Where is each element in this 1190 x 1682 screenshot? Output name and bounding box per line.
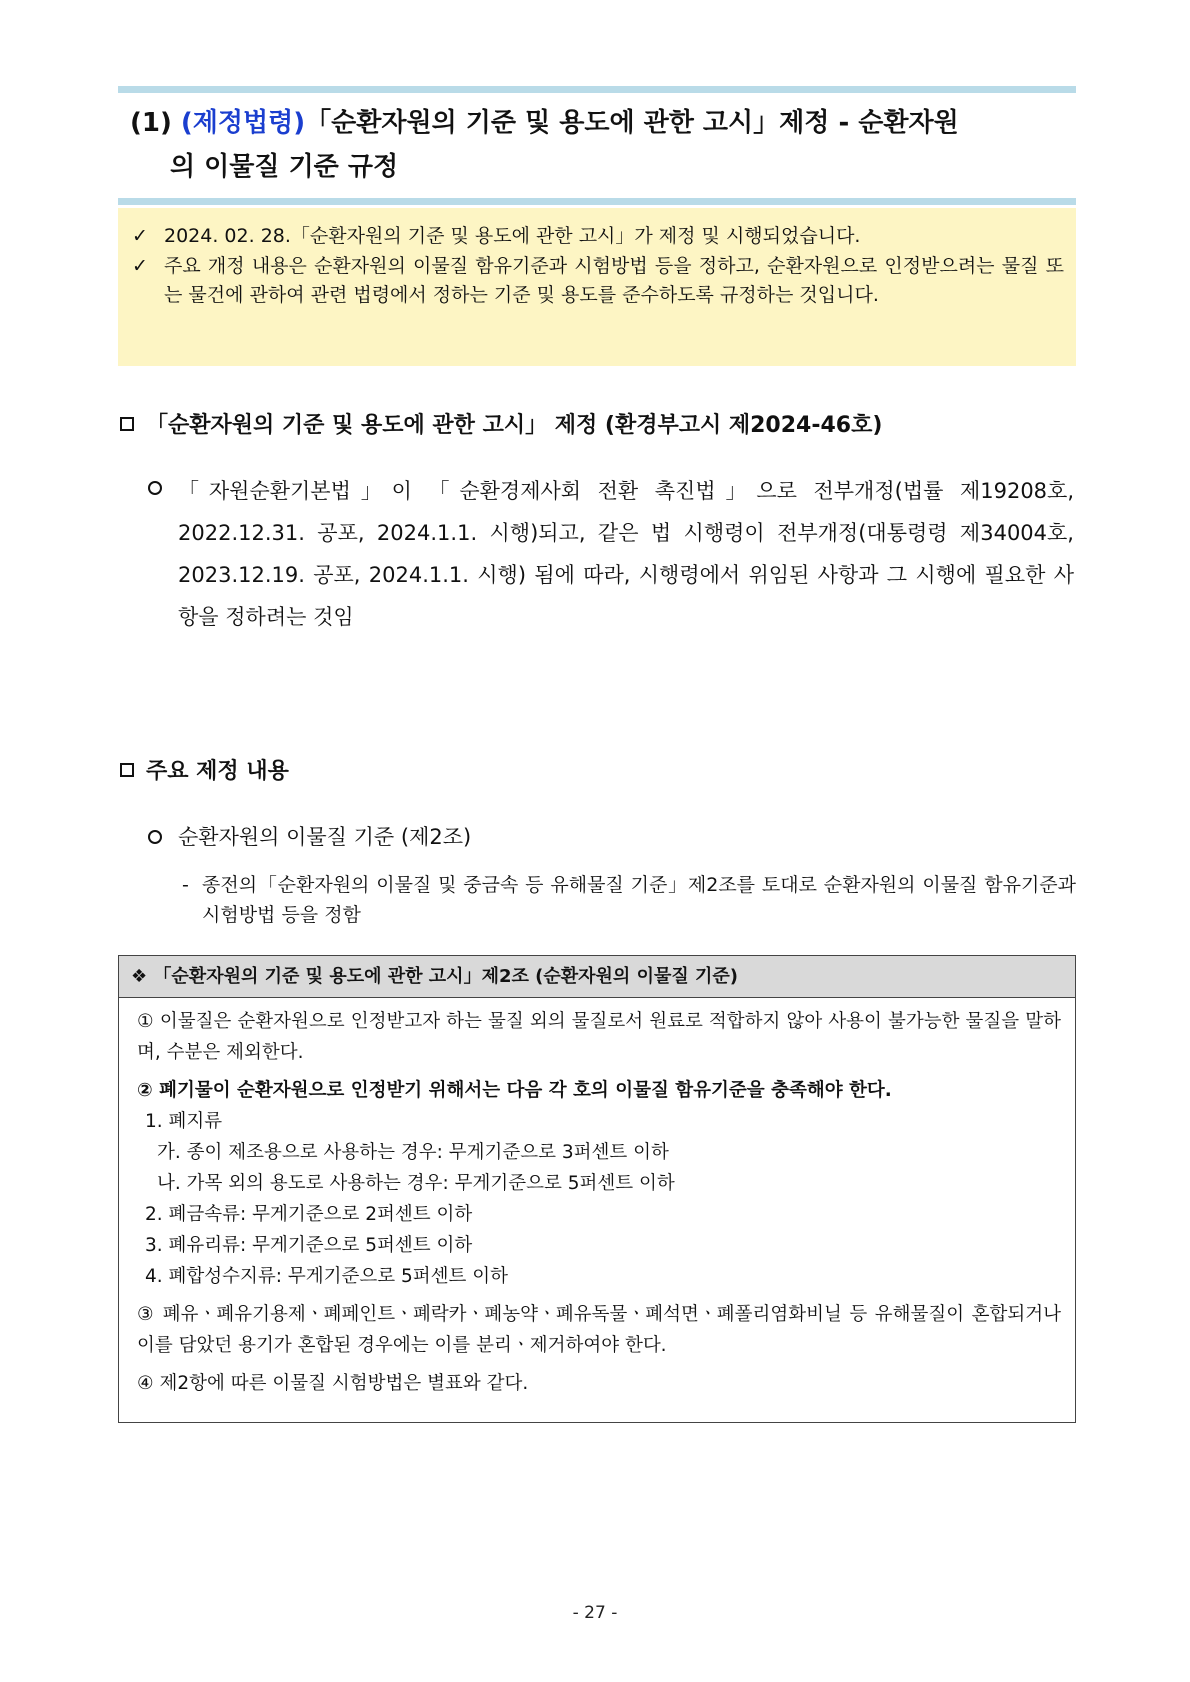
circle-item-foreign-matter	[148, 819, 471, 855]
law-box-header	[119, 956, 1075, 998]
section-title: 「순환자원의 기준 및 용도에 관한 고시」 제정 (환경부고시 제2024-46호)	[146, 413, 883, 438]
law-sublist-item: 가. 종이 제조용으로 사용하는 경우: 무게기준으로 3퍼센트 이하	[157, 1142, 669, 1163]
title-tag: (제정법령)	[180, 108, 306, 138]
section-title: 주요 제정 내용	[146, 759, 289, 784]
section-heading-enactment	[120, 408, 882, 439]
title-bottom-bar	[118, 198, 1076, 205]
law-sublist-item: 나. 가목 외의 용도로 사용하는 경우: 무게기준으로 5퍼센트 이하	[157, 1173, 675, 1194]
law-paragraph-3: ③ 폐유ㆍ폐유기용제ㆍ폐페인트ㆍ폐락카ㆍ폐농약ㆍ폐유독물ㆍ폐석면ㆍ폐폴리염화비닐 등 유해물질이 혼합되거나 이를 담았던 용기가 혼합된 경우에는 이를 분리ㆍ제거하여야 한다.	[137, 1304, 1061, 1356]
square-bullet-icon	[120, 417, 134, 431]
law-paragraph-2: ② 폐기물이 순환자원으로 인정받기 위해서는 다음 각 호의 이물질 함유기준을 충족해야 한다.	[137, 1080, 892, 1101]
law-paragraph-1: ① 이물질은 순환자원으로 인정받고자 하는 물질 외의 물질로서 원료로 적합하지 않아 사용이 불가능한 물질을 말하며, 수분은 제외한다.	[137, 1011, 1061, 1063]
dash-item	[182, 870, 1076, 930]
law-box-title: 「순환자원의 기준 및 용도에 관한 고시」제2조 (순환자원의 이물질 기준)	[153, 966, 739, 987]
summary-box	[118, 208, 1076, 366]
law-list-item: 1. 폐지류	[145, 1111, 223, 1132]
circle-bullet-icon	[148, 830, 162, 844]
law-excerpt-box	[118, 955, 1076, 1423]
summary-item	[132, 252, 1064, 310]
section-heading-main-content	[120, 754, 289, 785]
square-bullet-icon	[120, 763, 134, 777]
title-top-bar	[118, 86, 1076, 93]
law-list-item: 2. 폐금속류: 무게기준으로 2퍼센트 이하	[145, 1204, 473, 1225]
summary-item	[132, 222, 1064, 251]
page-title	[118, 93, 1076, 198]
page-number: - 27 -	[572, 1603, 618, 1623]
dash-bullet: -	[182, 874, 189, 896]
title-number: (1)	[130, 108, 172, 138]
title-line1: 「순환자원의 기준 및 용도에 관한 고시」제정 - 순환자원	[305, 108, 959, 138]
check-icon: ✓	[132, 255, 148, 277]
law-list-item: 4. 폐합성수지류: 무게기준으로 5퍼센트 이하	[145, 1266, 508, 1287]
circle-bullet-icon	[148, 481, 162, 495]
title-block	[118, 86, 1076, 205]
dash-item-text: 종전의「순환자원의 이물질 및 중금속 등 유해물질 기준」제2조를 토대로 순환자원의 이물질 함유기준과 시험방법 등을 정함	[202, 874, 1076, 926]
summary-text: 2024. 02. 28.「순환자원의 기준 및 용도에 관한 고시」가 제정 및 시행되었습니다.	[164, 225, 861, 247]
circle-item-text: 「자원순환기본법」이 「순환경제사회 전환 촉진법」으로 전부개정(법률 제19208호, 2022.12.31. 공포, 2024.1.1. 시행)되고, 같은 법 시행령이 전부개정(대통령령 제34004호, 2023.12.19. 공포, 2024.1.1. 시행) 됨에 따라, 시행령에서 위임된 사항과 그 시행에 필요한 사항을 정하려는 것임	[178, 479, 1074, 629]
law-list-item: 3. 폐유리류: 무게기준으로 5퍼센트 이하	[145, 1235, 473, 1256]
circle-item-background	[148, 470, 1078, 638]
title-line2: 의 이물질 기준 규정	[170, 152, 399, 182]
circle-item-text: 순환자원의 이물질 기준 (제2조)	[178, 825, 472, 849]
summary-text: 주요 개정 내용은 순환자원의 이물질 함유기준과 시험방법 등을 정하고, 순환자원으로 인정받으려는 물질 또는 물건에 관하여 관련 법령에서 정하는 기준 및 용도를 준수하도록 규정하는 것입니다.	[164, 255, 1064, 306]
diamond-bullet-icon: ❖	[131, 966, 148, 987]
check-icon: ✓	[132, 225, 148, 247]
law-box-content	[119, 998, 1075, 1399]
law-paragraph-4: ④ 제2항에 따른 이물질 시험방법은 별표와 같다.	[137, 1373, 529, 1394]
